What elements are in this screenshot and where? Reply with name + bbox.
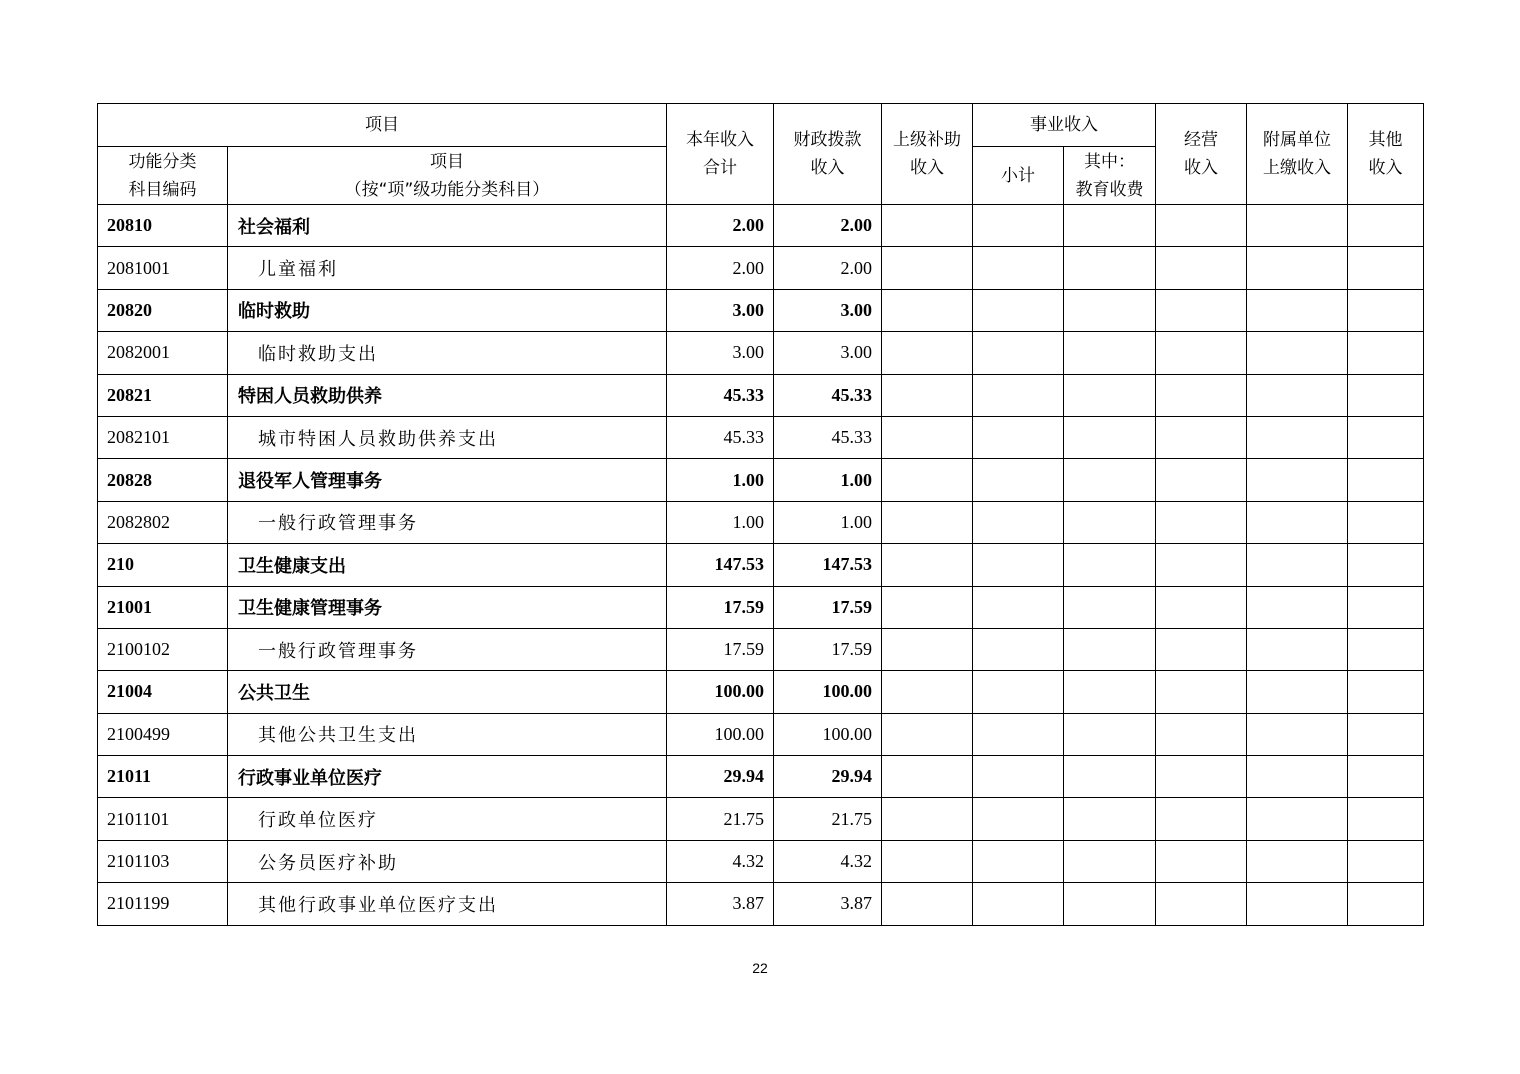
upper-subsidy-cell — [882, 332, 973, 374]
career-subtotal-cell — [973, 671, 1064, 713]
code-cell: 2100102 — [98, 628, 228, 670]
affiliated-cell — [1247, 205, 1348, 247]
fiscal-cell: 3.00 — [774, 332, 882, 374]
header-code: 功能分类 科目编码 — [98, 147, 228, 205]
name-cell: 城市特困人员救助供养支出 — [228, 416, 667, 458]
career-subtotal-cell — [973, 756, 1064, 798]
code-cell: 21001 — [98, 586, 228, 628]
header-career-group: 事业收入 — [973, 104, 1156, 147]
header-total: 本年收入 合计 — [667, 104, 774, 205]
education-fee-cell — [1064, 840, 1156, 882]
affiliated-cell — [1247, 459, 1348, 501]
name-cell: 行政事业单位医疗 — [228, 756, 667, 798]
career-subtotal-cell — [973, 205, 1064, 247]
affiliated-cell — [1247, 840, 1348, 882]
affiliated-cell — [1247, 628, 1348, 670]
upper-subsidy-cell — [882, 289, 973, 331]
other-cell — [1348, 713, 1424, 755]
name-cell: 其他公共卫生支出 — [228, 713, 667, 755]
career-subtotal-cell — [973, 840, 1064, 882]
table-row — [98, 416, 1424, 458]
code-cell: 2082001 — [98, 332, 228, 374]
code-cell: 2101199 — [98, 883, 228, 925]
other-cell — [1348, 205, 1424, 247]
other-cell — [1348, 798, 1424, 840]
other-cell — [1348, 416, 1424, 458]
business-cell — [1156, 247, 1247, 289]
total-cell: 100.00 — [667, 671, 774, 713]
total-cell: 29.94 — [667, 756, 774, 798]
header-business: 经营 收入 — [1156, 104, 1247, 205]
other-cell — [1348, 671, 1424, 713]
fiscal-cell: 3.00 — [774, 289, 882, 331]
table-row — [98, 247, 1424, 289]
affiliated-cell — [1247, 332, 1348, 374]
code-cell: 2081001 — [98, 247, 228, 289]
career-subtotal-cell — [973, 459, 1064, 501]
fiscal-cell: 17.59 — [774, 628, 882, 670]
business-cell — [1156, 586, 1247, 628]
table-row — [98, 586, 1424, 628]
code-cell: 20820 — [98, 289, 228, 331]
other-cell — [1348, 332, 1424, 374]
education-fee-cell — [1064, 586, 1156, 628]
code-cell: 21004 — [98, 671, 228, 713]
total-cell: 2.00 — [667, 247, 774, 289]
code-cell: 20821 — [98, 374, 228, 416]
upper-subsidy-cell — [882, 586, 973, 628]
total-cell: 3.00 — [667, 332, 774, 374]
career-subtotal-cell — [973, 501, 1064, 543]
header-affiliated: 附属单位 上缴收入 — [1247, 104, 1348, 205]
business-cell — [1156, 756, 1247, 798]
income-table — [97, 103, 1424, 926]
affiliated-cell — [1247, 501, 1348, 543]
fiscal-cell: 2.00 — [774, 247, 882, 289]
total-cell: 100.00 — [667, 713, 774, 755]
business-cell — [1156, 713, 1247, 755]
fiscal-cell: 100.00 — [774, 671, 882, 713]
fiscal-cell: 3.87 — [774, 883, 882, 925]
table-row — [98, 501, 1424, 543]
upper-subsidy-cell — [882, 501, 973, 543]
name-cell: 退役军人管理事务 — [228, 459, 667, 501]
total-cell: 2.00 — [667, 205, 774, 247]
fiscal-cell: 29.94 — [774, 756, 882, 798]
business-cell — [1156, 628, 1247, 670]
education-fee-cell — [1064, 628, 1156, 670]
total-cell: 45.33 — [667, 416, 774, 458]
upper-subsidy-cell — [882, 374, 973, 416]
name-cell: 行政单位医疗 — [228, 798, 667, 840]
other-cell — [1348, 628, 1424, 670]
table-row — [98, 883, 1424, 925]
upper-subsidy-cell — [882, 628, 973, 670]
affiliated-cell — [1247, 416, 1348, 458]
fiscal-cell: 45.33 — [774, 374, 882, 416]
code-cell: 210 — [98, 544, 228, 586]
table-row — [98, 459, 1424, 501]
affiliated-cell — [1247, 713, 1348, 755]
affiliated-cell — [1247, 756, 1348, 798]
name-cell: 公共卫生 — [228, 671, 667, 713]
name-cell: 特困人员救助供养 — [228, 374, 667, 416]
name-cell: 社会福利 — [228, 205, 667, 247]
other-cell — [1348, 501, 1424, 543]
total-cell: 45.33 — [667, 374, 774, 416]
education-fee-cell — [1064, 671, 1156, 713]
affiliated-cell — [1247, 586, 1348, 628]
other-cell — [1348, 756, 1424, 798]
table-row — [98, 332, 1424, 374]
education-fee-cell — [1064, 713, 1156, 755]
total-cell: 4.32 — [667, 840, 774, 882]
upper-subsidy-cell — [882, 883, 973, 925]
upper-subsidy-cell — [882, 459, 973, 501]
affiliated-cell — [1247, 544, 1348, 586]
career-subtotal-cell — [973, 586, 1064, 628]
business-cell — [1156, 501, 1247, 543]
business-cell — [1156, 798, 1247, 840]
fiscal-cell: 100.00 — [774, 713, 882, 755]
affiliated-cell — [1247, 247, 1348, 289]
table-row — [98, 713, 1424, 755]
fiscal-cell: 4.32 — [774, 840, 882, 882]
career-subtotal-cell — [973, 247, 1064, 289]
name-cell: 临时救助支出 — [228, 332, 667, 374]
table-row — [98, 289, 1424, 331]
business-cell — [1156, 332, 1247, 374]
fiscal-cell: 147.53 — [774, 544, 882, 586]
total-cell: 1.00 — [667, 501, 774, 543]
header-item-group: 项目 — [98, 104, 667, 147]
name-cell: 一般行政管理事务 — [228, 628, 667, 670]
table-row — [98, 205, 1424, 247]
total-cell: 3.87 — [667, 883, 774, 925]
education-fee-cell — [1064, 544, 1156, 586]
education-fee-cell — [1064, 332, 1156, 374]
career-subtotal-cell — [973, 798, 1064, 840]
total-cell: 1.00 — [667, 459, 774, 501]
header-other: 其他 收入 — [1348, 104, 1424, 205]
business-cell — [1156, 883, 1247, 925]
code-cell: 21011 — [98, 756, 228, 798]
code-cell: 2100499 — [98, 713, 228, 755]
business-cell — [1156, 289, 1247, 331]
table-row — [98, 671, 1424, 713]
education-fee-cell — [1064, 247, 1156, 289]
education-fee-cell — [1064, 289, 1156, 331]
other-cell — [1348, 247, 1424, 289]
code-cell: 2101101 — [98, 798, 228, 840]
upper-subsidy-cell — [882, 671, 973, 713]
header-upper-subsidy: 上级补助 收入 — [882, 104, 973, 205]
affiliated-cell — [1247, 883, 1348, 925]
other-cell — [1348, 883, 1424, 925]
upper-subsidy-cell — [882, 247, 973, 289]
name-cell: 公务员医疗补助 — [228, 840, 667, 882]
name-cell: 临时救助 — [228, 289, 667, 331]
career-subtotal-cell — [973, 416, 1064, 458]
education-fee-cell — [1064, 798, 1156, 840]
header-subtotal: 小计 — [973, 147, 1064, 205]
business-cell — [1156, 374, 1247, 416]
table-row — [98, 374, 1424, 416]
total-cell: 147.53 — [667, 544, 774, 586]
career-subtotal-cell — [973, 289, 1064, 331]
affiliated-cell — [1247, 289, 1348, 331]
upper-subsidy-cell — [882, 798, 973, 840]
affiliated-cell — [1247, 798, 1348, 840]
name-cell: 卫生健康支出 — [228, 544, 667, 586]
code-cell: 2082101 — [98, 416, 228, 458]
fiscal-cell: 45.33 — [774, 416, 882, 458]
header-education-fee: 其中： 教育收费 — [1064, 147, 1156, 205]
upper-subsidy-cell — [882, 713, 973, 755]
total-cell: 3.00 — [667, 289, 774, 331]
table-row — [98, 798, 1424, 840]
affiliated-cell — [1247, 374, 1348, 416]
fiscal-cell: 1.00 — [774, 501, 882, 543]
career-subtotal-cell — [973, 628, 1064, 670]
other-cell — [1348, 586, 1424, 628]
other-cell — [1348, 289, 1424, 331]
name-cell: 其他行政事业单位医疗支出 — [228, 883, 667, 925]
table-row — [98, 756, 1424, 798]
code-cell: 20810 — [98, 205, 228, 247]
business-cell — [1156, 205, 1247, 247]
upper-subsidy-cell — [882, 205, 973, 247]
business-cell — [1156, 840, 1247, 882]
other-cell — [1348, 459, 1424, 501]
career-subtotal-cell — [973, 374, 1064, 416]
business-cell — [1156, 544, 1247, 586]
header-name: 项目 （按“项”级功能分类科目） — [228, 147, 667, 205]
total-cell: 17.59 — [667, 628, 774, 670]
education-fee-cell — [1064, 501, 1156, 543]
name-cell: 卫生健康管理事务 — [228, 586, 667, 628]
table-row — [98, 628, 1424, 670]
fiscal-cell: 2.00 — [774, 205, 882, 247]
education-fee-cell — [1064, 374, 1156, 416]
education-fee-cell — [1064, 205, 1156, 247]
education-fee-cell — [1064, 883, 1156, 925]
fiscal-cell: 21.75 — [774, 798, 882, 840]
business-cell — [1156, 416, 1247, 458]
header-fiscal: 财政拨款 收入 — [774, 104, 882, 205]
education-fee-cell — [1064, 459, 1156, 501]
name-cell: 儿童福利 — [228, 247, 667, 289]
education-fee-cell — [1064, 416, 1156, 458]
code-cell: 2082802 — [98, 501, 228, 543]
table-row — [98, 840, 1424, 882]
total-cell: 17.59 — [667, 586, 774, 628]
table-row — [98, 544, 1424, 586]
business-cell — [1156, 459, 1247, 501]
upper-subsidy-cell — [882, 416, 973, 458]
career-subtotal-cell — [973, 713, 1064, 755]
page-number: 22 — [752, 960, 768, 976]
name-cell: 一般行政管理事务 — [228, 501, 667, 543]
fiscal-cell: 1.00 — [774, 459, 882, 501]
education-fee-cell — [1064, 756, 1156, 798]
total-cell: 21.75 — [667, 798, 774, 840]
other-cell — [1348, 544, 1424, 586]
business-cell — [1156, 671, 1247, 713]
fiscal-cell: 17.59 — [774, 586, 882, 628]
other-cell — [1348, 840, 1424, 882]
upper-subsidy-cell — [882, 544, 973, 586]
code-cell: 20828 — [98, 459, 228, 501]
upper-subsidy-cell — [882, 756, 973, 798]
career-subtotal-cell — [973, 332, 1064, 374]
affiliated-cell — [1247, 671, 1348, 713]
other-cell — [1348, 374, 1424, 416]
career-subtotal-cell — [973, 883, 1064, 925]
career-subtotal-cell — [973, 544, 1064, 586]
upper-subsidy-cell — [882, 840, 973, 882]
code-cell: 2101103 — [98, 840, 228, 882]
